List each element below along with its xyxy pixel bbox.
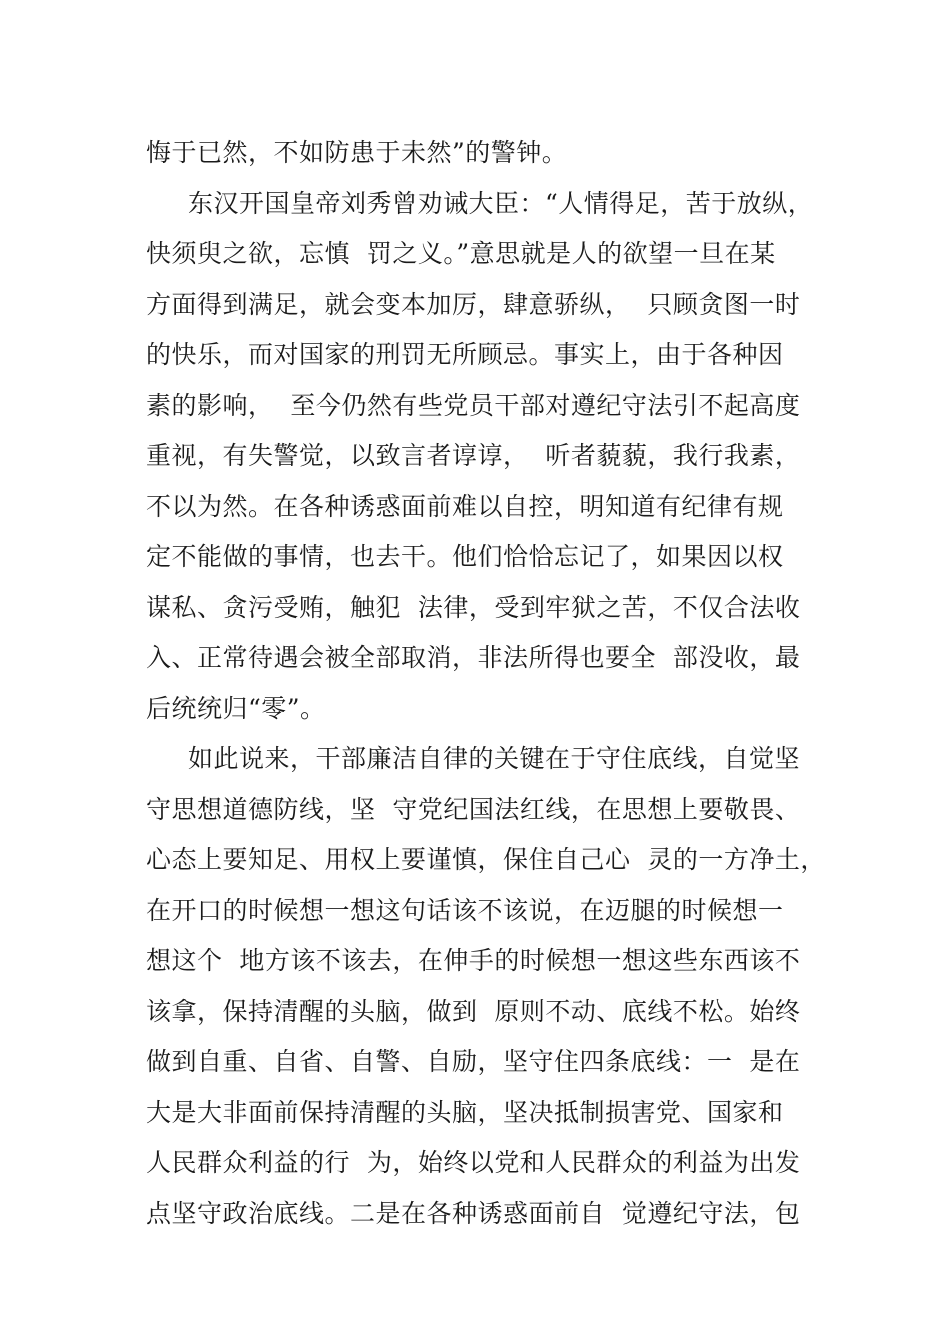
text-line: 想这个 地方该不该去，在伸手的时候想一想这些东西该不 <box>146 946 801 975</box>
text-line: 做到自重、自省、自警、自励，坚守住四条底线：一 是在 <box>146 1047 801 1076</box>
text-line: 方面得到满足，就会变本加厉，肆意骄纵， 只顾贪图一时 <box>146 289 801 319</box>
text-line: 后统统归“零”。 <box>146 693 326 723</box>
text-line: 东汉开国皇帝刘秀曾劝诫大臣：“人情得足，苦于放纵， <box>188 188 814 218</box>
body-text <box>146 128 836 1239</box>
text-line: 大是大非面前保持清醒的头脑，坚决抵制损害党、国家和 <box>146 1097 784 1127</box>
text-line: 的快乐，而对国家的刑罚无所顾忌。事实上，由于各种因 <box>146 340 784 369</box>
text-line: 悔于已然，不如防患于未然”的警钟。 <box>146 138 568 167</box>
text-line: 在开口的时候想一想这句话该不该说，在迈腿的时候想一 <box>146 895 784 925</box>
text-line: 不以为然。在各种诱惑面前难以自控，明知道有纪律有规 <box>146 491 784 521</box>
text-line: 心态上要知足、用权上要谨慎，保住自己心 灵的一方净土， <box>146 845 826 874</box>
text-line: 定不能做的事情，也去干。他们恰恰忘记了，如果因以权 <box>146 542 784 571</box>
text-line: 重视，有失警觉，以致言者谆谆， 听者藐藐，我行我素， <box>146 441 801 470</box>
text-line: 守思想道德防线，坚 守党纪国法红线，在思想上要敬畏、 <box>146 794 801 824</box>
text-line: 点坚守政治底线。二是在各种诱惑面前自 觉遵纪守法，包 <box>146 1198 801 1228</box>
text-line: 如此说来，干部廉洁自律的关键在于守住底线，自觉坚 <box>188 744 801 773</box>
text-line: 人民群众利益的行 为，始终以党和人民群众的利益为出发 <box>146 1148 801 1177</box>
text-line: 素的影响， 至今仍然有些党员干部对遵纪守法引不起高度 <box>146 390 801 420</box>
text-line: 入、正常待遇会被全部取消，非法所得也要全 部没收，最 <box>146 643 801 672</box>
text-line: 该拿，保持清醒的头脑，做到 原则不动、底线不松。始终 <box>146 996 801 1026</box>
text-line: 谋私、贪污受贿，触犯 法律，受到牢狱之苦，不仅合法收 <box>146 592 801 622</box>
text-line: 快须臾之欲，忘慎 罚之义。”意思就是人的欲望一旦在某 <box>146 239 776 268</box>
